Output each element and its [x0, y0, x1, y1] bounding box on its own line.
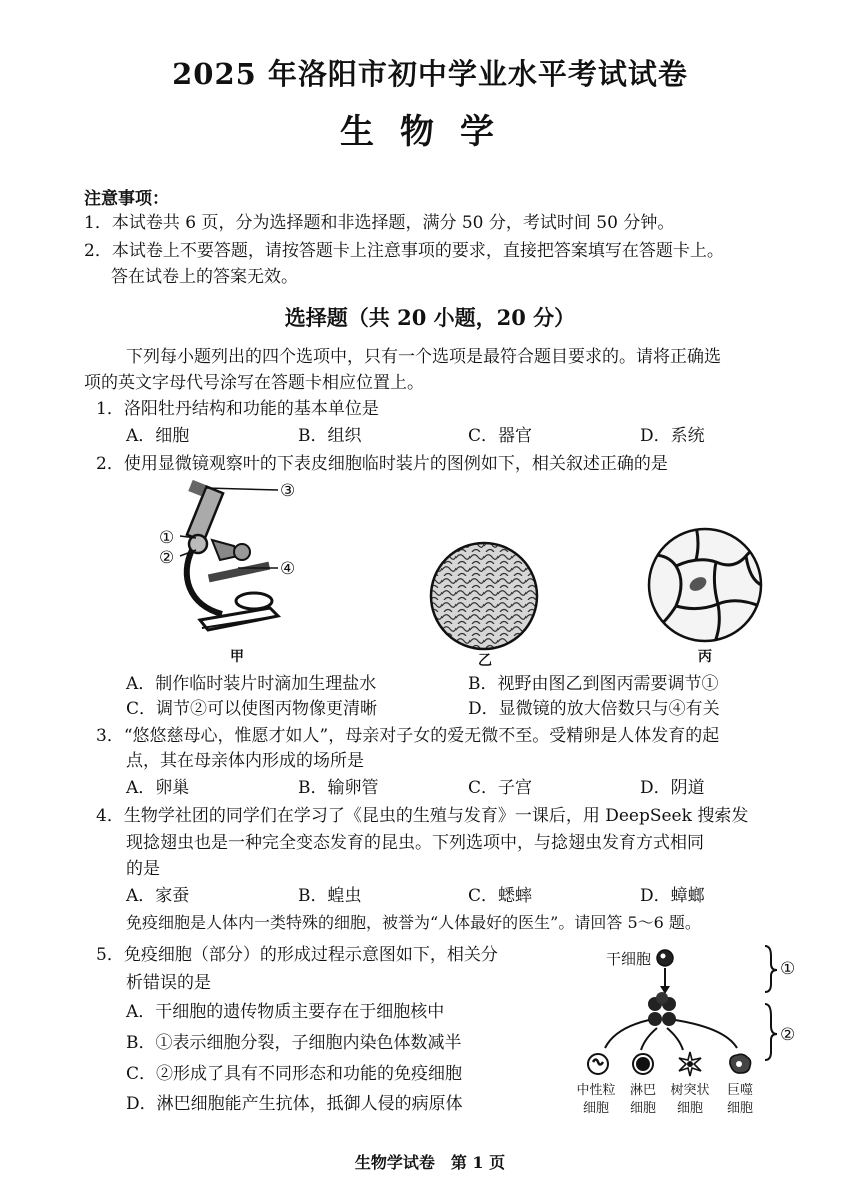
q2-option-d: D．显微镜的放大倍数只与④有关: [468, 699, 720, 719]
dendritic-cell-icon: [676, 1050, 704, 1078]
q5-option-b: B．①表示细胞分裂，子细胞内染色体数减半: [126, 1033, 462, 1053]
macrophage-label-1: 巨噬: [726, 1083, 753, 1098]
page-footer: 生物学试卷 第 1 页: [354, 1153, 506, 1172]
diagram-brace-1: ①: [780, 959, 796, 979]
section-intro-2: 项的英文字母代号涂写在答题卡相应位置上。: [84, 373, 424, 393]
q5-option-c: C．②形成了具有不同形态和功能的免疫细胞: [126, 1064, 463, 1084]
neutrophil-label-1: 中性粒: [576, 1083, 616, 1098]
notice-item-2-cont: 答在试卷上的答案无效。: [111, 267, 298, 287]
figure-label-bing: 丙: [698, 649, 712, 665]
q4-stem-3: 的是: [126, 859, 160, 879]
q5-stem-2: 析错误的是: [126, 973, 211, 993]
neutrophil-icon: [586, 1052, 610, 1076]
immune-cell-diagram: [575, 940, 805, 1060]
notice-item-1: 1．本试卷共 6 页，分为选择题和非选择题，满分 50 分，考试时间 50 分钟。: [84, 213, 675, 233]
q4-stem-2: 现捻翅虫也是一种完全变态发育的昆虫。下列选项中，与捻翅虫发育方式相同: [126, 833, 704, 853]
q1-option-c: C．器官: [468, 426, 533, 446]
q4-stem-1: 4．生物学社团的同学们在学习了《昆虫的生殖与发育》一课后，用 DeepSeek 搜索发: [96, 806, 749, 826]
q4-option-c: C．蟋蟀: [468, 886, 533, 906]
macrophage-icon: [727, 1052, 753, 1076]
q3-option-d: D．阴道: [640, 778, 705, 798]
q1-option-b: B．组织: [298, 426, 362, 446]
dendritic-label-2: 细胞: [676, 1101, 703, 1116]
q4-option-b: B．蝗虫: [298, 886, 362, 906]
q5-stem-1: 5．免疫细胞（部分）的形成过程示意图如下，相关分: [96, 945, 498, 965]
q1-stem: 1．洛阳牡丹结构和功能的基本单位是: [96, 399, 379, 419]
notice-item-2: 2．本试卷上不要答题，请按答题卡上注意事项的要求，直接把答案填写在答题卡上。: [84, 241, 724, 261]
microscope-mark-1: ①: [159, 528, 175, 548]
microscope-mark-3: ③: [280, 481, 296, 501]
stem-cell-label: 干细胞: [606, 950, 652, 968]
q2-option-c: C．调节②可以使图丙物像更清晰: [126, 699, 378, 719]
exam-title: 2025 年洛阳市初中学业水平考试试卷: [172, 57, 688, 91]
q2-option-a: A．制作临时装片时滴加生理盐水: [126, 674, 377, 694]
lymphocyte-label-2: 细胞: [629, 1101, 656, 1116]
q3-stem-2: 点，其在母亲体内形成的场所是: [126, 751, 364, 771]
q4-option-a: A．家蚕: [126, 886, 190, 906]
section-title: 选择题（共 20 小题，20 分）: [284, 305, 576, 330]
q3-option-c: C．子宫: [468, 778, 533, 798]
q1-option-a: A．细胞: [126, 426, 190, 446]
q2-option-b: B．视野由图乙到图丙需要调节①: [468, 674, 719, 694]
dendritic-label-1: 树突状: [670, 1083, 710, 1098]
figure-label-yi: 乙: [478, 653, 492, 669]
q5-option-d: D．淋巴细胞能产生抗体，抵御人侵的病原体: [126, 1094, 463, 1114]
q3-stem-1: 3．“悠悠慈母心，惟愿才如人”，母亲对子女的爱无微不至。受精卵是人体发育的起: [96, 726, 720, 746]
q2-stem: 2．使用显微镜观察叶的下表皮细胞临时装片的图例如下，相关叙述正确的是: [96, 454, 668, 474]
q4-option-d: D．蟑螂: [640, 886, 705, 906]
subject-title: 生物学: [340, 112, 520, 152]
microscope-mark-4: ④: [280, 559, 296, 579]
microscope-mark-2: ②: [159, 548, 175, 568]
lymphocyte-label-1: 淋巴: [629, 1083, 656, 1098]
q1-option-d: D．系统: [640, 426, 705, 446]
q3-option-b: B．输卵管: [298, 778, 379, 798]
section-intro-1: 下列每小题列出的四个选项中，只有一个选项是最符合题目要求的。请将正确选: [126, 347, 721, 367]
q3-option-a: A．卵巢: [126, 778, 190, 798]
macrophage-label-2: 细胞: [726, 1101, 753, 1116]
field-of-view-bing: [646, 526, 764, 644]
notice-heading: 注意事项：: [84, 189, 169, 209]
field-of-view-yi: [428, 540, 540, 652]
diagram-brace-2: ②: [780, 1025, 796, 1045]
q5-option-a: A．干细胞的遗传物质主要存在于细胞核中: [126, 1002, 445, 1022]
figure-label-jia: 甲: [230, 649, 244, 665]
lymphocyte-icon: [631, 1052, 655, 1076]
neutrophil-label-2: 细胞: [582, 1101, 609, 1116]
shared-stem: 免疫细胞是人体内一类特殊的细胞，被誉为“人体最好的医生”。请回答 5～6 题。: [126, 913, 701, 932]
